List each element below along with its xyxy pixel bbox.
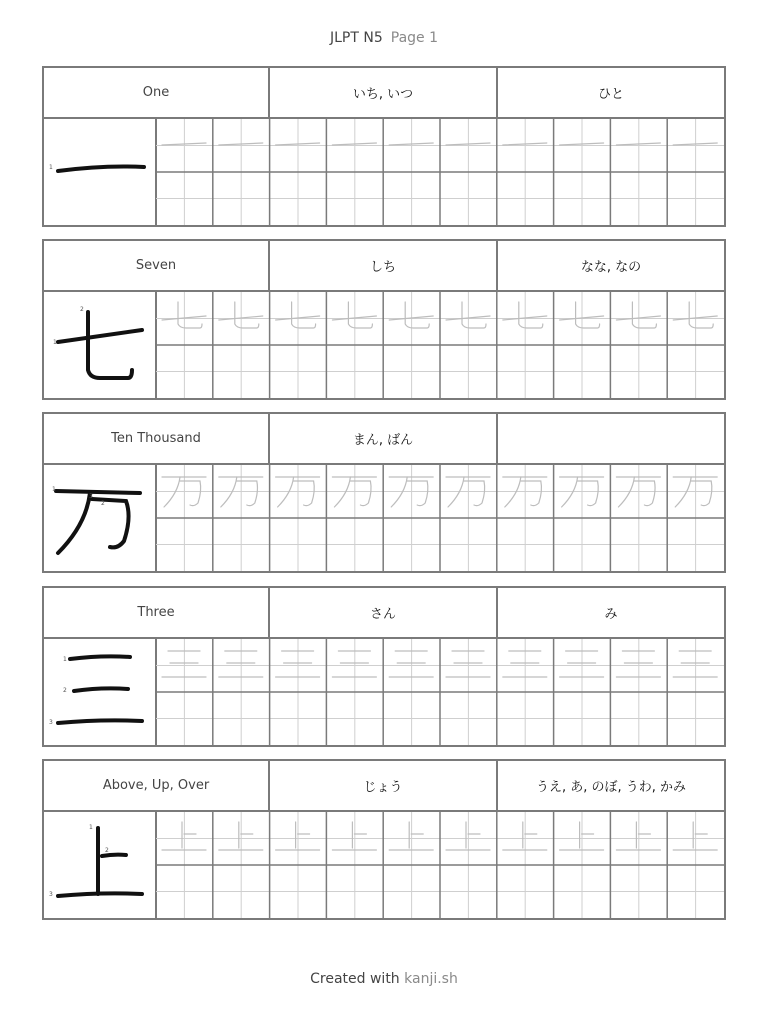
practice-grid [44,465,724,571]
kanji-card-ten-thousand [42,412,726,573]
onyomi-cell: さん [270,588,498,637]
kanji-card-one [42,66,726,227]
stroke-number: 1 [63,656,67,663]
onyomi-cell: しち [270,241,498,290]
stroke-number: 1 [49,164,53,171]
kanji-model-above [58,828,142,896]
meaning-cell: One [44,68,270,117]
onyomi-cell: じょう [270,761,498,810]
stroke-number: 2 [101,500,105,507]
page-footer [0,971,768,987]
card-header-row [44,761,724,812]
practice-grid [44,639,724,745]
worksheet-title: JLPT N5 [329,30,383,46]
kanji-model-one [58,167,144,172]
card-header-row [44,588,724,639]
kunyomi-cell: ひと [597,87,624,102]
kunyomi-cell: み [604,607,618,622]
stroke-number: 2 [63,687,67,694]
practice-grid-svg [44,812,724,918]
practice-grid-svg [44,119,724,225]
meaning-cell: Three [44,588,270,637]
kanji-model-seven [58,312,142,378]
stroke-number: 1 [52,486,56,493]
stroke-number: 1 [53,339,57,346]
kanji-card-above [42,759,726,920]
kanji-model-ten-thousand [56,491,140,553]
practice-grid-svg [44,292,724,398]
meaning-cell: Above, Up, Over [44,761,270,810]
meaning-cell: Ten Thousand [44,414,270,463]
kanji-model-three [58,656,142,723]
card-header-row [44,241,724,292]
stroke-number: 2 [105,847,109,854]
kanji-card-three [42,586,726,747]
page-header [0,30,768,46]
stroke-number: 3 [49,719,53,726]
meaning-cell: Seven [44,241,270,290]
card-header-row [44,414,724,465]
kunyomi-cell: うえ, あ, のぼ, うわ, かみ [535,780,687,795]
kanji-card-seven [42,239,726,400]
stroke-number: 1 [89,824,93,831]
practice-grid [44,292,724,398]
practice-grid [44,119,724,225]
page-number: Page 1 [390,30,438,46]
onyomi-cell: まん, ばん [270,414,498,463]
kunyomi-cell [498,414,724,463]
card-header-row [44,68,724,119]
practice-grid-svg [44,465,724,571]
stroke-number: 3 [89,493,93,500]
stroke-number: 3 [49,891,53,898]
practice-grid-svg [44,639,724,745]
footer-prefix: Created with [310,971,400,987]
onyomi-cell: いち, いつ [270,68,498,117]
stroke-number: 2 [80,306,84,313]
kunyomi-cell: なな, なの [580,260,642,275]
footer-brand-link[interactable]: kanji.sh [404,971,458,987]
practice-grid [44,812,724,918]
